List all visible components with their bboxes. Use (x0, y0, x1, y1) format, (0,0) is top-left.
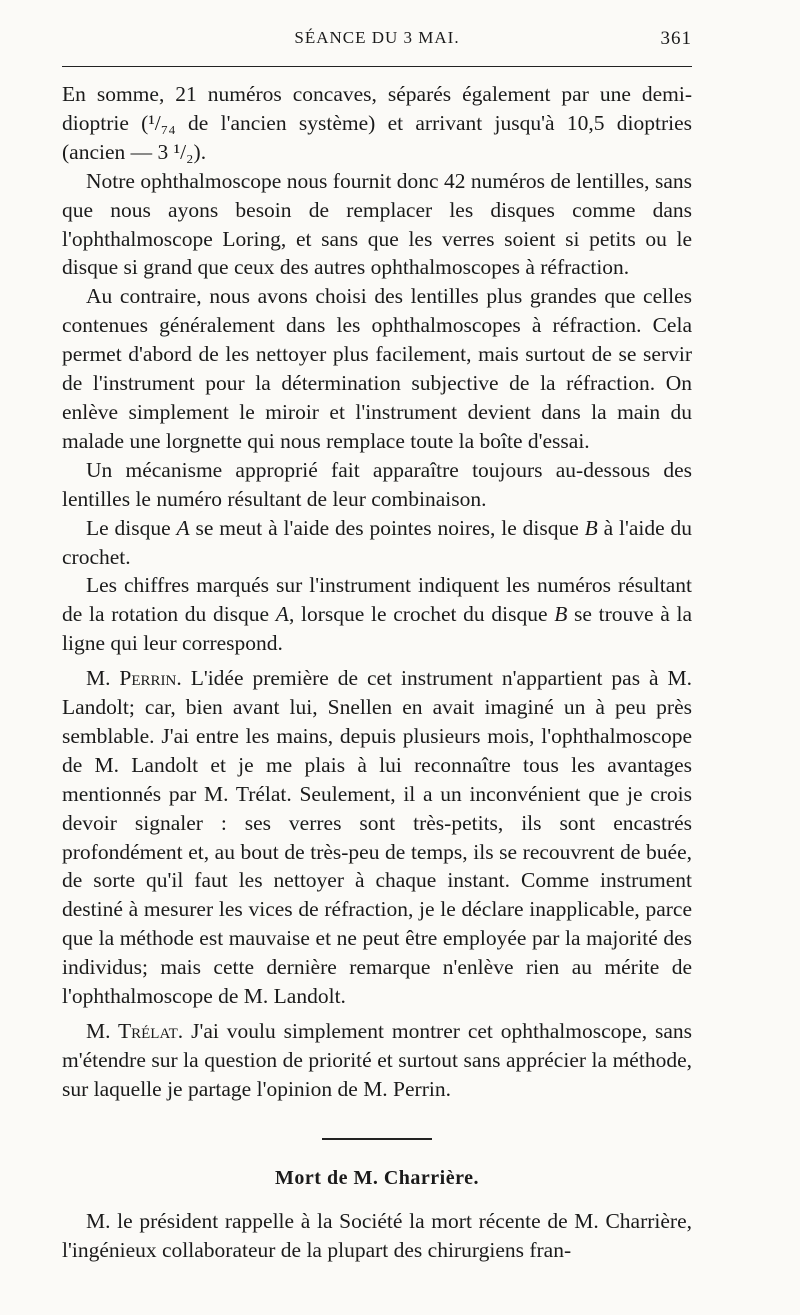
speaker-trelat: M. Trélat. (86, 1019, 184, 1043)
p5-text-1: Le disque (86, 515, 177, 540)
p8-text: J'ai voulu simplement montrer cet ophthalmoscope, sans m'étendre sur la question de priorité et surtout sans apprécier la méthode, sur laquelle je partage l'opinion de M. Perrin. (62, 1019, 693, 1101)
p7-text: L'idée première de cet instrument n'appartient pas à M. Landolt; car, bien avant lui, Snellen en avait imaginé un à peu près semblable. J'ai entre les mains, depuis plusieurs mois, l'ophthalmoscope de M. Landolt et je me plais à lui reconnaître tous les avantages mentionnés par M. Trélat. Seulement, il a un inconvénient que je crois devoir signaler : ses verres sont très-petits, ils sont encastrés profondément et, au bout de très-peu de temps, ils se recouvrent de buée, de sorte qu'il faut les nettoyer à chaque instant. Comme instrument destiné à mesurer les vices de réfraction, je le déclare inapplicable, parce que la méthode est mauvaise et ne peut être employée par la majorité des individus; mais cette dernière remarque n'enlève rien au mérite de l'ophthalmoscope de M. Landolt. (62, 666, 692, 1009)
section-title: Mort de M. Charrière. (275, 1166, 479, 1189)
paragraph-7 (62, 664, 692, 1011)
p6-text-1: Les chiffres marqués sur l'instrument indiquent les numéros résultant de la rotation du disque (62, 573, 692, 627)
paragraph-3: Au contraire, nous avons choisi des lentilles plus grandes que celles contenues généralement dans les ophthalmoscopes à réfraction. Cela permet d'abord de les nettoyer plus facilement, mais surtout de se servir de l'instrument pour la détermination subjective de la réfraction. On enlève simplement le miroir et l'instrument devient dans la main du malade une lorgnette qui nous remplace toute la boîte d'essai. (62, 284, 692, 453)
running-title: SÉANCE DU 3 MAI. (294, 28, 460, 47)
p5-disk-b: B (584, 515, 598, 540)
speaker-perrin: M. Perrin. (86, 666, 182, 691)
p5-disk-a: A (176, 515, 190, 540)
p6-disk-a: A (275, 602, 289, 627)
p6-disk-b: B (554, 602, 568, 627)
section-paragraph-1: M. le président rappelle à la Société la mort récente de M. Charrière, l'ingénieux collaborateur de la plupart des chirurgiens fran- (62, 1208, 692, 1262)
paragraph-5 (62, 514, 692, 572)
paragraph-8 (62, 1017, 692, 1104)
section-separator (322, 1138, 432, 1140)
p5-text-3: à l'aide du crochet. (62, 515, 693, 569)
p6-text-3: se trouve à la ligne qui leur correspond. (62, 602, 692, 656)
running-head (62, 28, 692, 54)
paragraph-2: Notre ophthalmoscope nous fournit donc 42 numéros de lentilles, sans que nous ayons besoin de remplacer les disques comme dans l'ophthalmoscope Loring, et sans que les verres soient si petits ou le disque si grand que ceux des autres ophthalmoscopes à réfraction. (62, 168, 692, 280)
header-rule (62, 66, 692, 67)
p5-text-2: se meut à l'aide des pointes noires, le disque (189, 515, 585, 540)
paragraph-4: Un mécanisme approprié fait apparaître toujours au-dessous des lentilles le numéro résultant de leur combinaison. (62, 457, 692, 511)
page-number: 361 (660, 28, 692, 49)
paragraph-6 (62, 571, 692, 658)
paragraph-1: En somme, 21 numéros concaves, séparés également par une demi-dioptrie (¹/₇₄ de l'ancien système) et arrivant jusqu'à 10,5 dioptries (ancien — 3 ¹/₂). (62, 82, 692, 164)
body-text (62, 80, 692, 1264)
p6-text-2: , lorsque le crochet du disque (288, 602, 555, 627)
